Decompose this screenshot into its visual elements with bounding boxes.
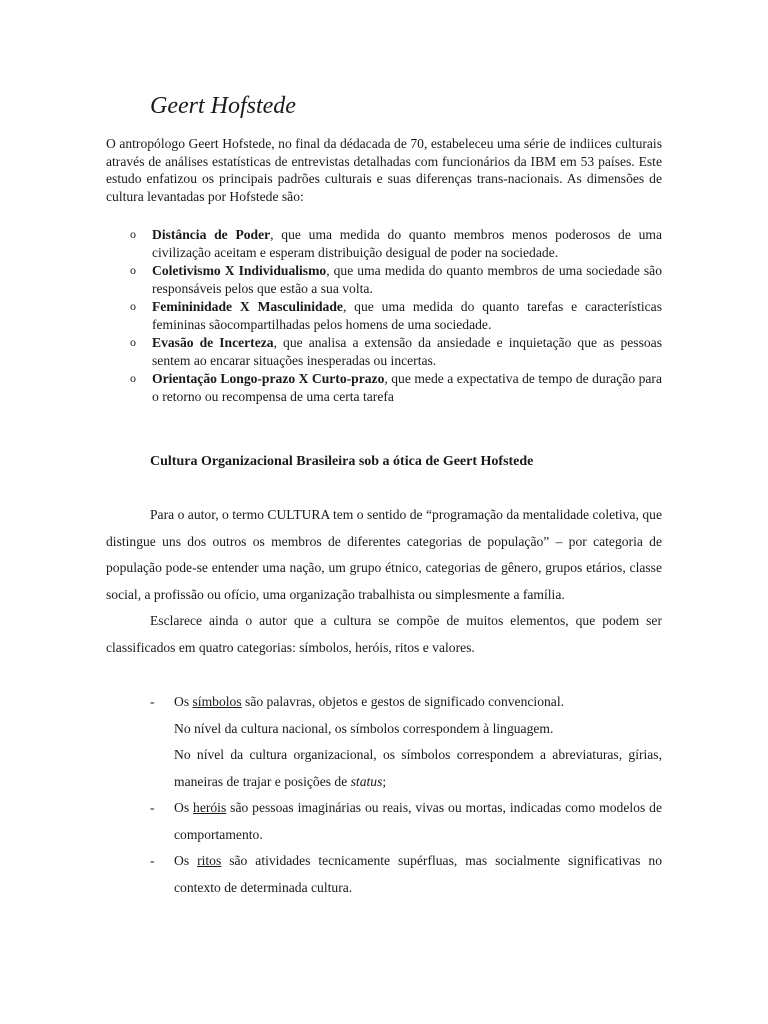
dimension-text: , que uma medida do quanto membros menos poderosos de uma civilização aceitam e esperam distribuição desigual de poder na sociedade.	[152, 227, 662, 260]
bullet-icon: o	[130, 299, 136, 313]
simbolos-organizational-level	[174, 742, 662, 795]
dimension-term: Orientação Longo-prazo X Curto-prazo	[152, 371, 385, 386]
document-title: Geert Hofstede	[150, 93, 296, 119]
paragraph-culture-definition: Para o autor, o termo CULTURA tem o sentido de “programação da mentalidade coletiva, que distingue uns dos outros os membros de diferentes categorias de população” – por categoria de população pode-se entender uma nação, um grupo étnico, categorias de gênero, grupos etários, classe social, a profissão ou ofício, uma organização trabalhista ou simplesmente a família.	[106, 507, 662, 602]
culture-elements-list	[106, 689, 662, 901]
section-subtitle: Cultura Organizacional Brasileira sob a ótica de Geert Hofstede	[150, 454, 534, 469]
list-item	[106, 226, 662, 261]
dimension-term: Femininidade X Masculinidade	[152, 299, 343, 314]
status-word: status	[350, 773, 383, 789]
dash-bullet: -	[150, 694, 155, 709]
dash-bullet: -	[150, 800, 155, 815]
element-text: são pessoas imaginárias ou reais, vivas ou mortas, indicadas como modelos de comportamento.	[174, 800, 662, 842]
simbolos-org-text: No nível da cultura organizacional, os símbolos correspondem a abreviaturas, gírias, maneiras de trajar e posições de	[174, 747, 662, 789]
dimension-term: Distância de Poder	[152, 227, 271, 242]
list-item	[106, 298, 662, 333]
element-prefix: Os	[174, 853, 198, 868]
dimension-text: , que uma medida do quanto membros de uma sociedade são responsáveis pelos que estão a sua volta.	[152, 263, 662, 296]
dash-bullet: -	[150, 853, 155, 868]
simbolos-national-level: No nível da cultura nacional, os símbolos correspondem à linguagem.	[174, 720, 554, 736]
list-item	[106, 262, 662, 297]
bullet-icon: o	[130, 335, 136, 349]
dimension-text: , que analisa a extensão da ansiedade e inquietação que as pessoas sentem ao encarar situações inesperadas ou incertas.	[152, 335, 662, 368]
paragraph-culture-elements: Esclarece ainda o autor que a cultura se compõe de muitos elementos, que podem ser classificados em quatro categorias: símbolos, heróis, ritos e valores.	[106, 613, 662, 655]
list-item	[106, 370, 662, 405]
element-term-simbolos: símbolos	[192, 694, 242, 709]
element-term-ritos: ritos	[197, 853, 222, 868]
list-item-herois	[106, 795, 662, 848]
intro-paragraph: O antropólogo Geert Hofstede, no final da dédacada de 70, estabeleceu uma série de indiices culturais através de análises estatísticas de entrevistas detalhadas com funcionários da IBM em 53 países. Este estudo enfatizou os principais padrões culturais e suas diferenças trans-nacionais. As dimensões de cultura levantadas por Hofstede são:	[106, 136, 662, 204]
bullet-icon: o	[130, 227, 136, 241]
list-item-ritos	[106, 848, 662, 901]
bullet-icon: o	[130, 371, 136, 385]
element-prefix: Os	[174, 800, 194, 815]
dimension-term: Coletivismo X Individualismo	[152, 263, 327, 278]
element-term-herois: heróis	[193, 800, 227, 815]
element-text: são palavras, objetos e gestos de significado convencional.	[241, 694, 565, 709]
dimension-text: , que mede a expectativa de tempo de duração para o retorno ou recompensa de uma certa tarefa	[152, 371, 662, 404]
simbolos-org-end: ;	[382, 773, 387, 789]
element-prefix: Os	[174, 694, 193, 709]
dimensions-list	[106, 226, 662, 406]
element-text: são atividades tecnicamente supérfluas, mas socialmente significativas no contexto de determinada cultura.	[174, 853, 662, 895]
list-item-simbolos	[106, 689, 662, 795]
bullet-icon: o	[130, 263, 136, 277]
body-text	[106, 502, 662, 661]
dimension-text: , que uma medida do quanto tarefas e características femininas sãocompartilhadas pelos homens de uma sociedade.	[152, 299, 663, 332]
dimension-term: Evasão de Incerteza	[152, 335, 274, 350]
list-item	[106, 334, 662, 369]
